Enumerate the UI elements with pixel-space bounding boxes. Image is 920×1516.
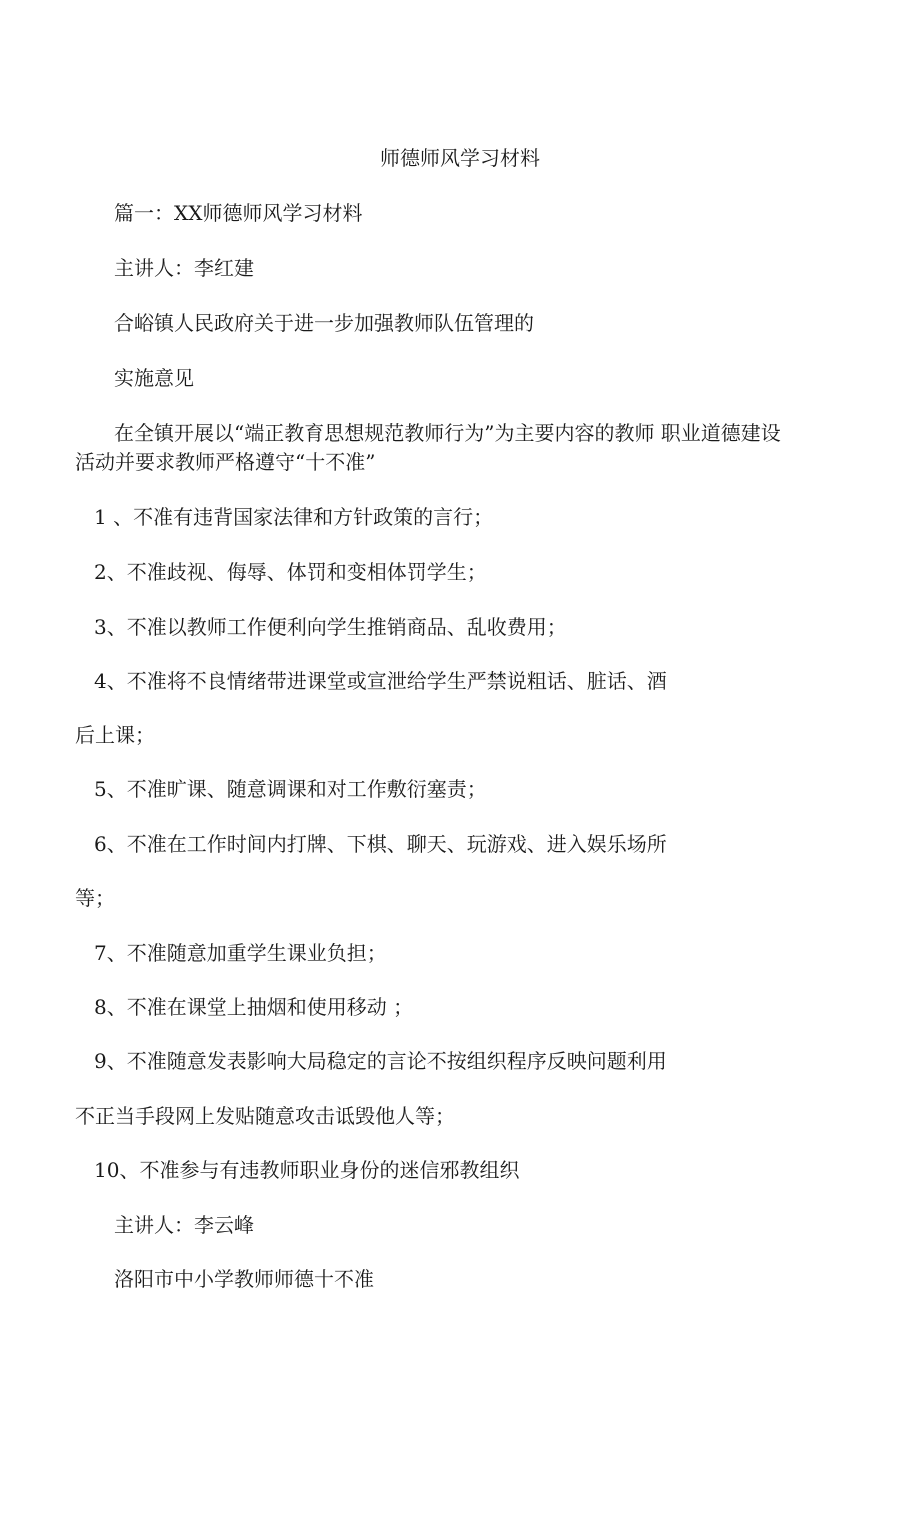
rule-item-8: 8、不准在课堂上抽烟和使用移动 ； xyxy=(94,995,414,1019)
speaker-line: 主讲人：李红建 xyxy=(114,256,254,280)
notice-title-line2: 实施意见 xyxy=(114,366,194,390)
rule-item-10: 10、不准参与有违教师职业身份的迷信邪教组织 xyxy=(94,1158,520,1182)
rule-item-6-line2: 等； xyxy=(75,886,115,910)
section-heading: 篇一：XX师德师风学习材料 xyxy=(114,201,363,225)
rule-item-5: 5、不准旷课、随意调课和对工作敷衍塞责； xyxy=(94,777,487,801)
rule-item-3: 3、不准以教师工作便利向学生推销商品、乱收费用； xyxy=(94,615,567,639)
rule-item-4-line2: 后上课； xyxy=(75,723,155,747)
rule-item-4-line1: 4、不准将不良情绪带进课堂或宣泄给学生严禁说粗话、脏话、酒 xyxy=(94,669,667,693)
intro-paragraph-line1: 在全镇开展以“端正教育思想规范教师行为”为主要内容的教师 职业道德建设 xyxy=(114,421,781,445)
rule-item-9-line1: 9、不准随意发表影响大局稳定的言论不按组织程序反映问题利用 xyxy=(94,1049,667,1073)
rule-item-9-line2: 不正当手段网上发贴随意攻击诋毁他人等； xyxy=(75,1104,455,1128)
document-title: 师德师风学习材料 xyxy=(380,146,540,170)
speaker-line-2: 主讲人：李云峰 xyxy=(114,1213,254,1237)
intro-paragraph-line2: 活动并要求教师严格遵守“十不准” xyxy=(75,450,376,474)
notice-title-line1: 合峪镇人民政府关于进一步加强教师队伍管理的 xyxy=(114,311,534,335)
rule-item-1: 1 、不准有违背国家法律和方针政策的言行； xyxy=(94,505,494,529)
rule-item-6-line1: 6、不准在工作时间内打牌、下棋、聊天、玩游戏、进入娱乐场所 xyxy=(94,832,667,856)
closing-title: 洛阳市中小学教师师德十不准 xyxy=(114,1267,374,1291)
rule-item-7: 7、不准随意加重学生课业负担； xyxy=(94,941,387,965)
rule-item-2: 2、不准歧视、侮辱、体罚和变相体罚学生； xyxy=(94,560,487,584)
